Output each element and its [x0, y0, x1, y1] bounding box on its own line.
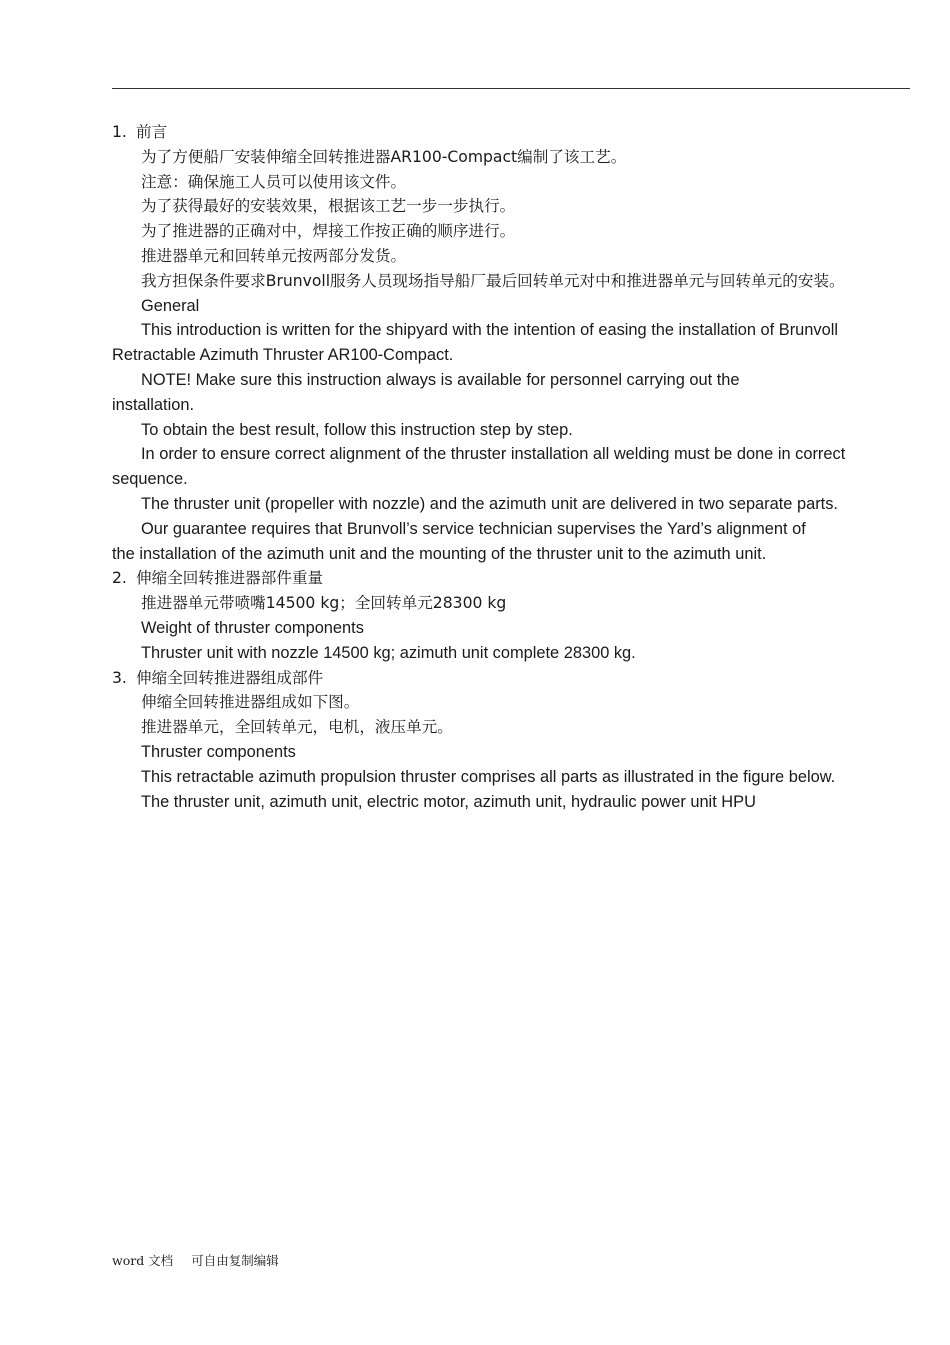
- paragraph: The thruster unit (propeller with nozzle) and the azimuth unit are delivered in two separate parts.: [141, 494, 838, 513]
- footer-label: word 文档: [112, 1253, 174, 1268]
- subheading: Thruster components: [141, 742, 296, 761]
- subheading: Weight of thruster components: [141, 618, 364, 637]
- paragraph: 推进器单元，全回转单元，电机，液压单元。: [141, 718, 453, 737]
- subheading: General: [141, 296, 200, 315]
- document-body: [112, 120, 912, 814]
- paragraph: 为了方便船厂安装伸缩全回转推进器AR100-Compact编制了该工艺。: [141, 147, 627, 166]
- paragraph: 为了获得最好的安装效果，根据该工艺一步一步执行。: [141, 197, 516, 216]
- section-heading: 1. 前言: [112, 123, 168, 141]
- paragraph: This introduction is written for the shipyard with the intention of easing the installation of Brunvoll Retractable Azimuth Thruster AR100-Compact.: [112, 321, 838, 365]
- paragraph: 推进器单元带喷嘴14500 kg；全回转单元28300 kg: [141, 594, 507, 613]
- paragraph: Thruster unit with nozzle 14500 kg; azimuth unit complete 28300 kg.: [141, 643, 636, 662]
- paragraph: To obtain the best result, follow this instruction step by step.: [141, 420, 573, 439]
- paragraph: This retractable azimuth propulsion thruster comprises all parts as illustrated in the figure below.: [141, 767, 836, 786]
- paragraph: In order to ensure correct alignment of the thruster installation all welding must be done in correct sequence.: [112, 445, 846, 489]
- paragraph: 伸缩全回转推进器组成如下图。: [141, 693, 360, 712]
- paragraph: 推进器单元和回转单元按两部分发货。: [141, 246, 407, 265]
- paragraph: NOTE! Make sure this instruction always is available for personnel carrying out the installation.: [112, 370, 740, 414]
- section-heading: 2. 伸缩全回转推进器部件重量: [112, 569, 324, 588]
- page-footer: [112, 1251, 297, 1269]
- paragraph: The thruster unit, azimuth unit, electric motor, azimuth unit, hydraulic power unit HPU: [141, 792, 756, 811]
- footer-label: 可自由复制编辑: [191, 1253, 279, 1268]
- header-rule: [112, 88, 910, 89]
- paragraph: Our guarantee requires that Brunvoll’s service technician supervises the Yard’s alignment of the installation of the azimuth unit and the mounting of the thruster unit to the azimuth unit.: [112, 519, 806, 563]
- paragraph: 注意：确保施工人员可以使用该文件。: [141, 172, 407, 191]
- section-heading: 3. 伸缩全回转推进器组成部件: [112, 668, 324, 687]
- paragraph: 为了推进器的正确对中，焊接工作按正确的顺序进行。: [141, 222, 516, 241]
- paragraph: 我方担保条件要求Brunvoll服务人员现场指导船厂最后回转单元对中和推进器单元与回转单元的安装。: [141, 271, 845, 290]
